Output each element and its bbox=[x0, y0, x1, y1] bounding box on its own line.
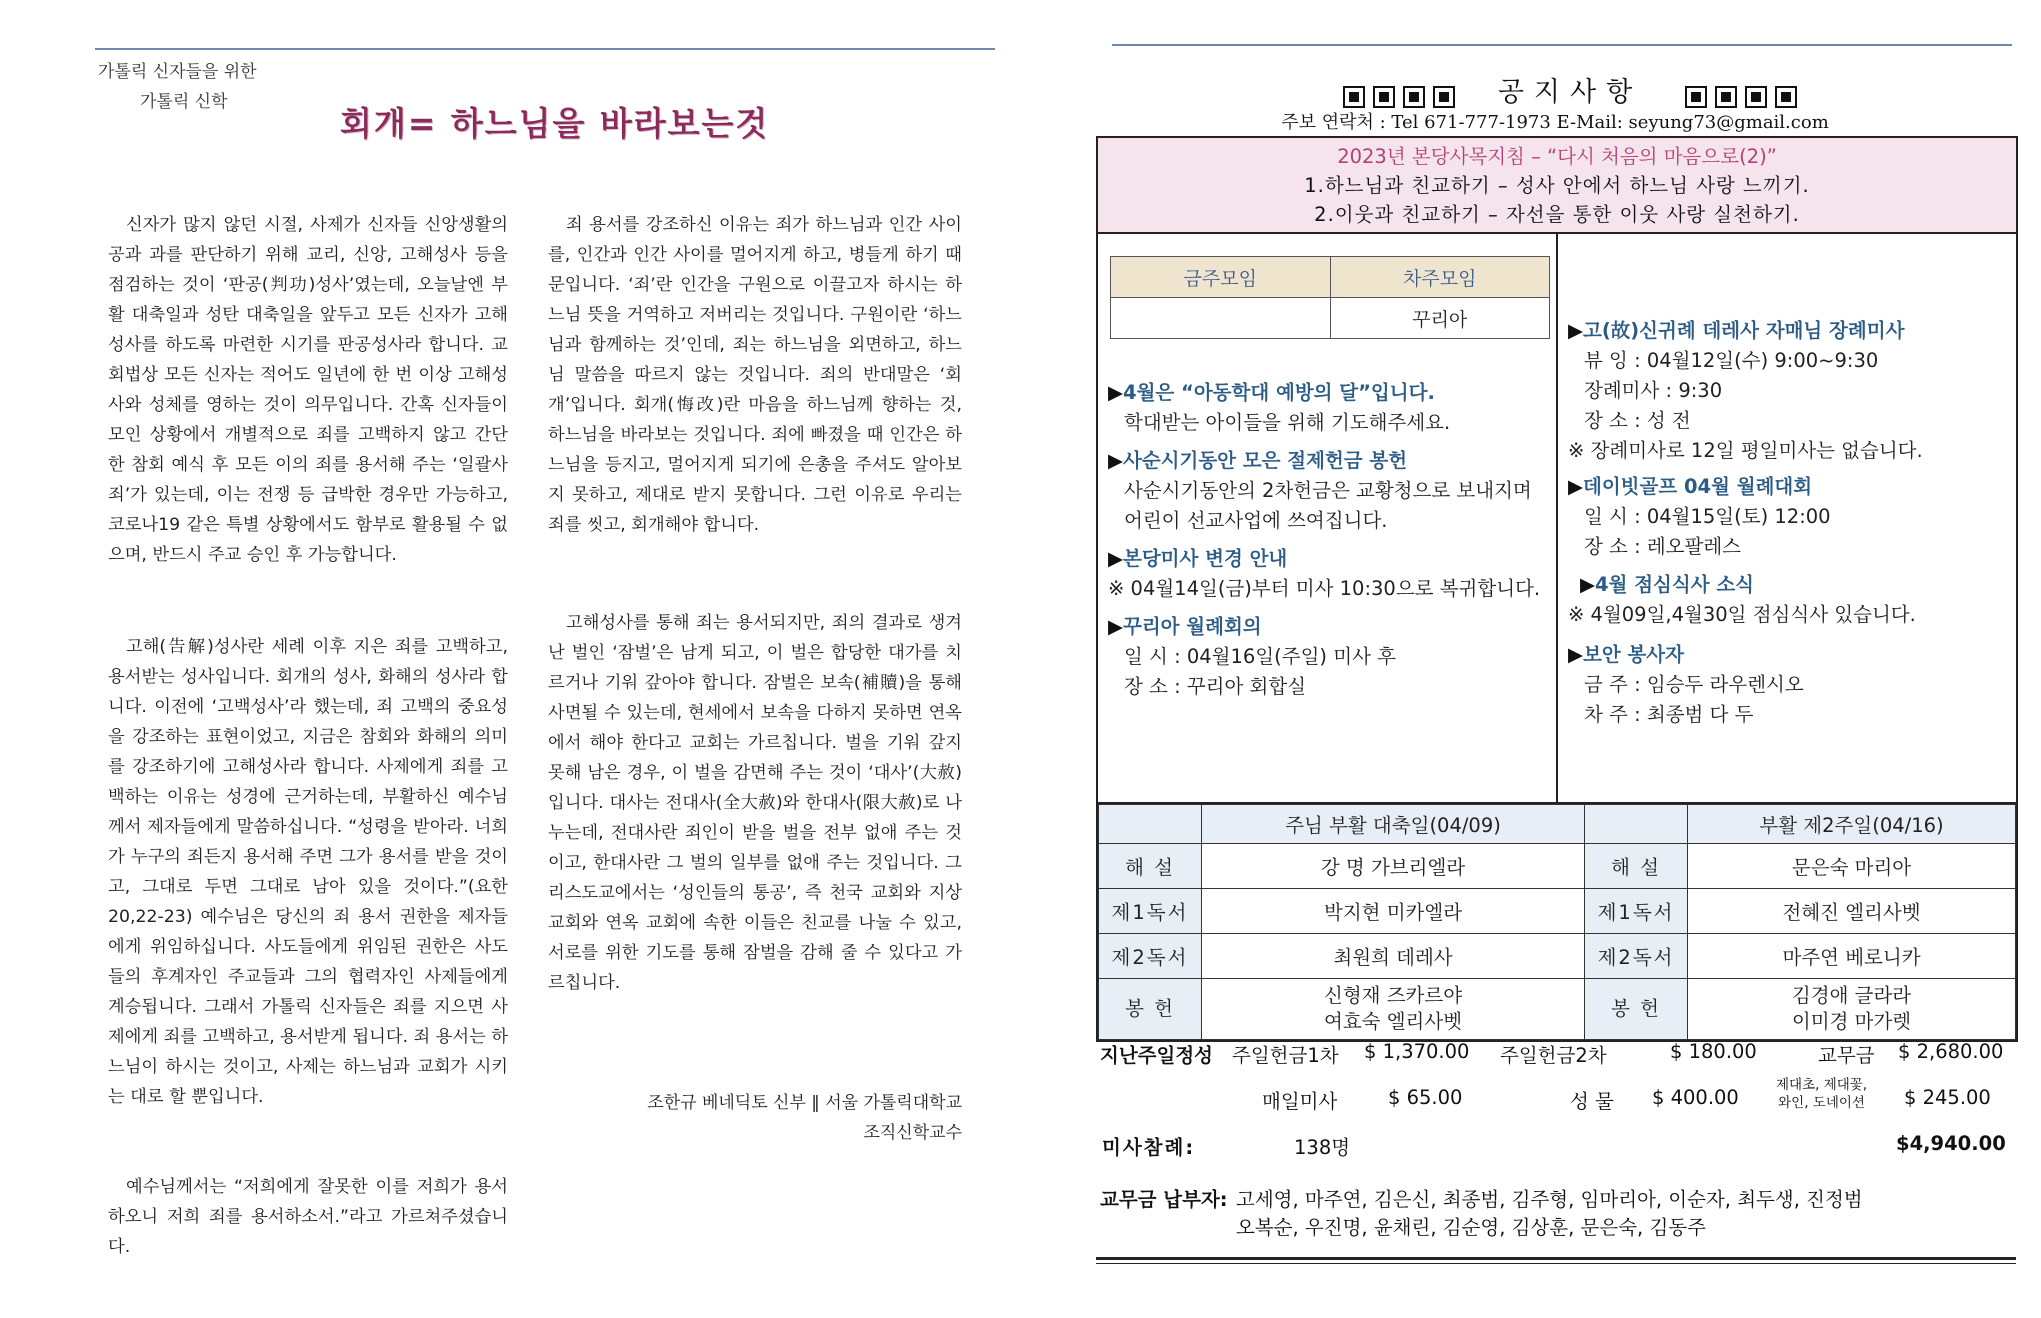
daily-mass-amount: $ 65.00 bbox=[1388, 1086, 1463, 1109]
col1-paragraph-3: 예수님께서는 “저희에게 잘못한 이를 저희가 용서하오니 저희 죄를 용서하소서.”라고 가르쳐주셨습니다. bbox=[108, 1177, 508, 1257]
col1-paragraph-1: 신자가 많지 않던 시절, 사제가 신자들 신앙생활의 공과 과를 판단하기 위해 교리, 신앙, 고해성사 등을 점검하는 것이 ‘판공(判功)성사’였는데, 오늘날엔 부활 대축일과 성탄 대축일을 앞두고 모든 신자가 고해성사를 하도록 마련한 시기를 판공성사라 합니다. 교회법상 모든 신자는 적어도 일년에 한 번 이상 고해성사와 성체를 영하는 것이 의무입니다. 간혹 신자들이 모인 상황에서 개별적으로 죄를 고백하지 않고 간단한 참회 예식 후 모든 이의 죄를 용서해 주는 ‘일괄사죄’가 있는데, 이는 전쟁 등 급박한 경우만 가능하고, 코로나19 같은 특별 상황에서도 함부로 활용될 수 없으며, 반드시 주교 승인 후 가능합니다. bbox=[108, 215, 508, 565]
announcement-lunch bbox=[1568, 570, 1916, 630]
column-divider bbox=[1556, 234, 1558, 802]
policy-item-1: 1.하느님과 친교하기 – 성사 안에서 하느님 사랑 느끼기. bbox=[1304, 174, 1810, 197]
dues-payers-label: 교무금 납부자: bbox=[1100, 1188, 1228, 1211]
role-second-reading: 제2독서 bbox=[1585, 934, 1688, 979]
header-line-2: 가톨릭 신학 bbox=[140, 92, 228, 112]
announcement-security bbox=[1568, 640, 1804, 730]
announcement-heading: 데이빗골프 04월 월례대회 bbox=[1583, 475, 1813, 498]
announcement-curia-meeting bbox=[1108, 612, 1396, 702]
announcement-body: 학대받는 아이들을 위해 기도해주세요. bbox=[1124, 411, 1451, 434]
role-offertory: 봉 헌 bbox=[1099, 979, 1202, 1040]
next-week-meeting-header: 차주모임 bbox=[1330, 257, 1550, 298]
roster-name: 여효숙 엘리사벳 bbox=[1324, 1010, 1463, 1033]
pastoral-policy bbox=[1098, 138, 2016, 234]
announcement-body: 장 소 : 레오팔레스 bbox=[1584, 535, 1742, 558]
triangle-icon: ▶ bbox=[1108, 615, 1123, 638]
announcement-body: 금 주 : 임승두 라우렌시오 bbox=[1584, 673, 1804, 696]
announcement-body: 장 소 : 성 전 bbox=[1584, 409, 1691, 432]
square-icon bbox=[1775, 86, 1797, 108]
attendance-count: 138명 bbox=[1294, 1136, 1351, 1159]
article-title: 회개= 하느님을 바라보는것 bbox=[340, 104, 770, 143]
meeting-table bbox=[1110, 256, 1550, 339]
misc-label-line-2: 와인, 도네이션 bbox=[1778, 1095, 1865, 1111]
triangle-icon: ▶ bbox=[1108, 547, 1123, 570]
roster-name: 신형재 즈카르야 bbox=[1324, 984, 1463, 1007]
announcement-lent-offering bbox=[1108, 446, 1532, 536]
author-line-2: 조직신학교수 bbox=[863, 1123, 962, 1143]
misc-amount: $ 245.00 bbox=[1904, 1086, 1991, 1109]
dues-payers-line-1: 고세영, 마주연, 김은신, 최종범, 김주형, 임마리아, 이순자, 최두생, 진정범 bbox=[1236, 1188, 1863, 1211]
triangle-icon: ▶ bbox=[1568, 319, 1583, 342]
sunday-collection-1-label: 주일헌금1차 bbox=[1232, 1044, 1339, 1067]
misc-label-line-1: 제대초, 제대꽃, bbox=[1776, 1077, 1868, 1093]
announcement-heading: 사순시기동안 모은 절제헌금 봉헌 bbox=[1123, 449, 1408, 472]
announcement-mass-change bbox=[1108, 544, 1540, 604]
announcement-heading: 본당미사 변경 안내 bbox=[1123, 547, 1288, 570]
role-commentator: 해 설 bbox=[1099, 844, 1202, 889]
next-week-meeting-value: 꾸리아 bbox=[1330, 298, 1550, 339]
roster-week2-header: 부활 제2주일(04/16) bbox=[1688, 805, 2016, 844]
announcement-body: 어린이 선교사업에 쓰여집니다. bbox=[1124, 509, 1388, 532]
announcement-golf bbox=[1568, 472, 1831, 562]
dues-label: 교무금 bbox=[1818, 1044, 1875, 1067]
attendance-label: 미사참례: bbox=[1102, 1136, 1196, 1159]
announcement-body: 일 시 : 04월16일(주일) 미사 후 bbox=[1124, 645, 1396, 668]
roster-cell: 강 명 가브리엘라 bbox=[1202, 844, 1585, 889]
roster-cell: 마주연 베로니카 bbox=[1688, 934, 2016, 979]
triangle-icon: ▶ bbox=[1568, 475, 1583, 498]
announcement-body: ※ 4월09일,4월30일 점심식사 있습니다. bbox=[1568, 603, 1916, 626]
announcement-body: 뷰 잉 : 04월12일(수) 9:00~9:30 bbox=[1584, 349, 1879, 372]
policy-title: 2023년 본당사목지침 – “다시 처음의 마음으로(2)” bbox=[1337, 145, 1777, 168]
triangle-icon: ▶ bbox=[1580, 573, 1595, 596]
square-icon bbox=[1433, 86, 1455, 108]
bottom-rule bbox=[1096, 1257, 2016, 1260]
role-commentator: 해 설 bbox=[1585, 844, 1688, 889]
announcements bbox=[1098, 234, 2016, 804]
sunday-collection-2-label: 주일헌금2차 bbox=[1500, 1044, 1607, 1067]
announcement-heading: 보안 봉사자 bbox=[1583, 643, 1684, 666]
announcement-child-abuse bbox=[1108, 378, 1450, 438]
dues-payers-line-2: 오복순, 우진명, 윤채린, 김순영, 김상훈, 문은숙, 김동주 bbox=[1236, 1216, 1706, 1239]
daily-mass-label: 매일미사 bbox=[1262, 1090, 1338, 1113]
this-week-meeting-value bbox=[1111, 298, 1331, 339]
announcement-heading: 4월은 “아동학대 예방의 달”입니다. bbox=[1123, 381, 1435, 404]
col2-paragraph-2: 고해성사를 통해 죄는 용서되지만, 죄의 결과로 생겨난 벌인 ‘잠벌’은 남게 되고, 이 벌은 합당한 대가를 치르거나 기워 갚아야 합니다. 잠벌은 보속(補贖)을 통해 사면될 수 있는데, 현세에서 보속을 다하지 못하면 연옥에서 해야 한다고 교회는 가르칩니다. 벌을 기워 갚지 못해 남은 경우, 이 벌을 감면해 주는 것이 ‘대사’(大赦)입니다. 대사는 전대사(全大赦)와 한대사(限大赦)로 나누는데, 전대사란 죄인이 받을 벌을 전부 없애 주는 것이고, 한대사란 그 벌의 일부를 없애 주는 것입니다. 그리스도교에서는 ‘성인들의 통공’, 즉 천국 교회와 지상 교회와 연옥 교회에 속한 이들은 친교를 나눌 수 있고, 서로를 위한 기도를 통해 잠벌을 감해 줄 수 있다고 가르칩니다. bbox=[548, 613, 962, 993]
announcement-heading: 4월 점심식사 소식 bbox=[1595, 573, 1755, 596]
goods-amount: $ 400.00 bbox=[1652, 1086, 1739, 1109]
roster-cell: 전혜진 엘리사벳 bbox=[1688, 889, 2016, 934]
bottom-rule bbox=[1096, 1263, 2016, 1264]
left-top-rule bbox=[95, 48, 995, 50]
square-icon bbox=[1715, 86, 1737, 108]
notice-title: 공지사항 bbox=[1497, 77, 1643, 108]
dues-amount: $ 2,680.00 bbox=[1898, 1040, 2004, 1063]
triangle-icon: ▶ bbox=[1568, 643, 1583, 666]
square-icon bbox=[1373, 86, 1395, 108]
announcement-heading: 꾸리아 월례회의 bbox=[1123, 615, 1262, 638]
role-first-reading: 제1독서 bbox=[1585, 889, 1688, 934]
misc-label bbox=[1776, 1076, 1867, 1112]
col2-paragraph-1: 죄 용서를 강조하신 이유는 죄가 하느님과 인간 사이를, 인간과 인간 사이를 멀어지게 하고, 병들게 하기 때문입니다. ‘죄’란 인간을 구원으로 이끌고자 하시는 하느님 뜻을 거역하고 저버리는 것입니다. 구원이란 ‘하느님과 함께하는 것’인데, 죄는 하느님을 외면하고, 하느님 말씀을 따르지 않는 것입니다. 죄의 반대말은 ‘회개’입니다. 회개(悔改)란 마음을 하느님께 향하는 것, 하느님을 바라보는 것입니다. 죄에 빠졌을 때 인간은 하느님을 등지고, 멀어지게 되기에 은총을 주셔도 알아보지 못하고, 제대로 받지 못합니다. 그런 이유로 우리는 죄를 씻고, 회개해야 합니다. bbox=[548, 215, 962, 535]
announcement-body: 장례미사 : 9:30 bbox=[1584, 379, 1723, 402]
role-second-reading: 제2독서 bbox=[1099, 934, 1202, 979]
announcement-body: 차 주 : 최종범 다 두 bbox=[1584, 703, 1754, 726]
triangle-icon: ▶ bbox=[1108, 381, 1123, 404]
liturgy-roster bbox=[1098, 804, 2016, 1040]
announcement-body: 장 소 : 꾸리아 회합실 bbox=[1124, 675, 1307, 698]
announcement-funeral bbox=[1568, 316, 1923, 466]
roster-name: 김경애 글라라 bbox=[1791, 984, 1912, 1007]
author-byline bbox=[548, 1088, 962, 1148]
role-offertory: 봉 헌 bbox=[1585, 979, 1688, 1040]
sunday-collection-1: $ 1,370.00 bbox=[1364, 1040, 1470, 1063]
announcement-note: ※ 장례미사로 12일 평일미사는 없습니다. bbox=[1568, 439, 1923, 462]
square-icon bbox=[1745, 86, 1767, 108]
header-line-1: 가톨릭 신자들을 위한 bbox=[98, 62, 257, 82]
role-first-reading: 제1독서 bbox=[1099, 889, 1202, 934]
notice-frame bbox=[1096, 136, 2018, 1042]
finance-total: $4,940.00 bbox=[1896, 1132, 2006, 1155]
roster-cell bbox=[1202, 979, 1585, 1040]
sunday-collection-2: $ 180.00 bbox=[1670, 1040, 1757, 1063]
square-icon bbox=[1343, 86, 1365, 108]
goods-label: 성 물 bbox=[1570, 1090, 1614, 1113]
notice-header bbox=[1300, 70, 1840, 109]
square-icon bbox=[1403, 86, 1425, 108]
announcement-body: 사순시기동안의 2차헌금은 교황청으로 보내지며 bbox=[1124, 479, 1532, 502]
contact-line: 주보 연락처 : Tel 671-777-1973 E-Mail: seyung73@gmail.com bbox=[1281, 112, 1829, 133]
roster-cell bbox=[1688, 979, 2016, 1040]
roster-name: 이미경 마가렛 bbox=[1791, 1010, 1912, 1033]
roster-cell: 문은숙 마리아 bbox=[1688, 844, 2016, 889]
author-line-1: 조한규 베네딕토 신부 ‖ 서울 가톨릭대학교 bbox=[647, 1093, 962, 1113]
policy-item-2: 2.이웃과 친교하기 – 자선을 통한 이웃 사랑 실천하기. bbox=[1314, 203, 1800, 226]
triangle-icon: ▶ bbox=[1108, 449, 1123, 472]
announcement-body: ※ 04월14일(금)부터 미사 10:30으로 복귀합니다. bbox=[1108, 577, 1541, 600]
roster-corner bbox=[1585, 805, 1688, 844]
announcement-heading: 고(故)신귀례 데레사 자매님 장례미사 bbox=[1583, 319, 1905, 342]
square-icon bbox=[1685, 86, 1707, 108]
roster-corner bbox=[1099, 805, 1202, 844]
col1-paragraph-2: 고해(告解)성사란 세례 이후 지은 죄를 고백하고, 용서받는 성사입니다. 회개의 성사, 화해의 성사라 합니다. 이전에 ‘고백성사’라 했는데, 죄 고백의 중요성을 강조하는 표현이었고, 지금은 참회와 화해의 의미를 강조하기에 고해성사라 합니다. 사제에게 죄를 고백하는 이유는 성경에 근거하는데, 부활하신 예수님께서 제자들에게 말씀하십니다. “성령을 받아라. 너희가 누구의 죄든지 용서해 주면 그가 용서를 받을 것이고, 그대로 두면 그대로 남아 있을 것이다.”(요한 20,22-23) 예수님은 당신의 죄 용서 권한을 제자들에게 위임하십니다. 사도들에게 위임된 권한은 사도들의 후계자인 주교들과 그의 협력자인 사제들에게 계승됩니다. 그래서 가톨릭 신자들은 죄를 지으면 사제에게 죄를 고백하고, 용서받게 됩니다. 죄 용서는 하느님이 하시는 것이고, 사제는 하느님과 교회가 시키는 대로 할 뿐입니다. bbox=[108, 637, 509, 1107]
this-week-meeting-header: 금주모임 bbox=[1111, 257, 1331, 298]
roster-cell: 최원희 데레사 bbox=[1202, 934, 1585, 979]
roster-cell: 박지현 미카엘라 bbox=[1202, 889, 1585, 934]
finance-label: 지난주일정성 bbox=[1100, 1044, 1214, 1067]
roster-week1-header: 주님 부활 대축일(04/09) bbox=[1202, 805, 1585, 844]
announcement-body: 일 시 : 04월15일(토) 12:00 bbox=[1584, 505, 1831, 528]
right-top-rule bbox=[1112, 44, 2012, 46]
